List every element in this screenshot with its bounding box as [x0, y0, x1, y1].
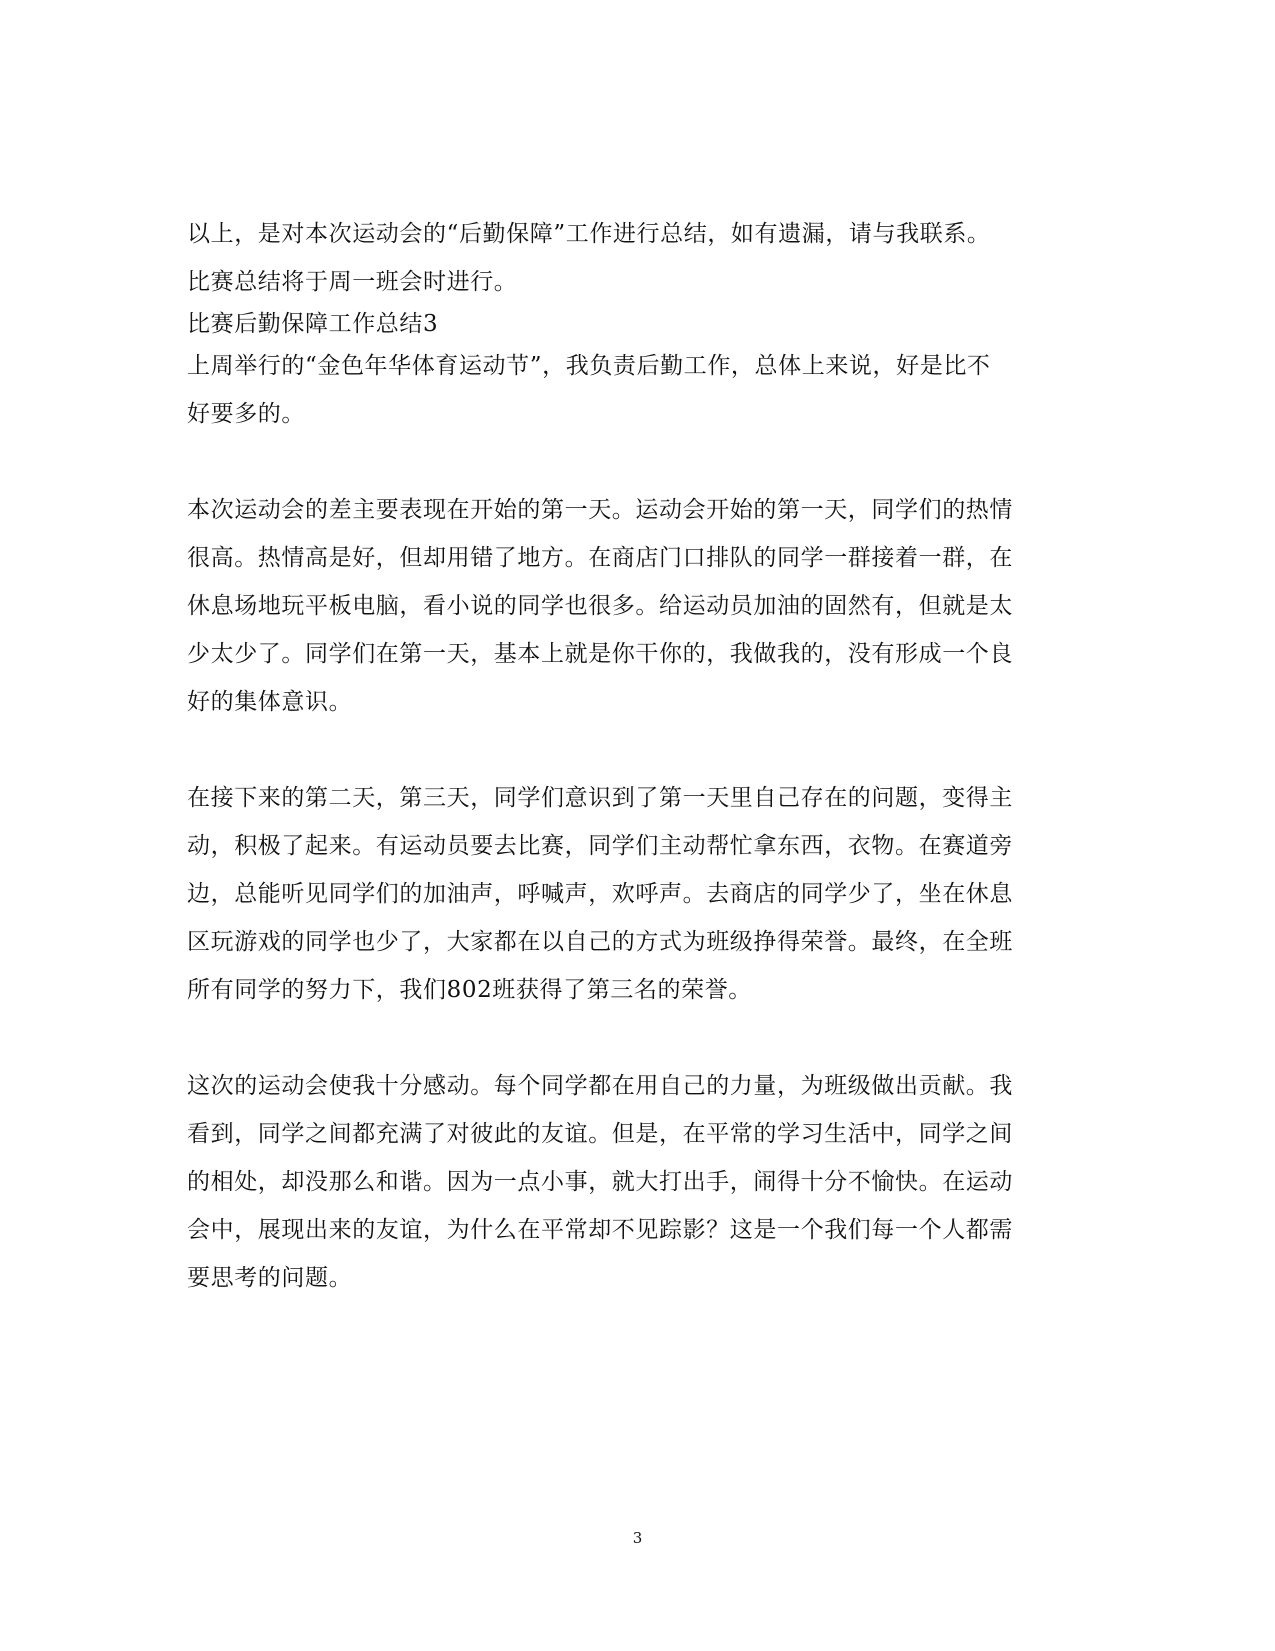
text-line: 所有同学的努力下，我们802班获得了第三名的荣誉。 [187, 977, 752, 1003]
text-line: 好的集体意识。 [187, 689, 353, 715]
text-line: 要思考的问题。 [187, 1265, 353, 1291]
text-line: 本次运动会的差主要表现在开始的第一天。运动会开始的第一天，同学们的热情 [187, 497, 1013, 523]
text-line: 在接下来的第二天，第三天，同学们意识到了第一天里自己存在的问题，变得主 [187, 785, 1013, 811]
text-line: 很高。热情高是好，但却用错了地方。在商店门口排队的同学一群接着一群，在 [187, 545, 1013, 571]
paragraph-gap [187, 1014, 1067, 1062]
text-line: 好要多的。 [187, 401, 305, 427]
text-line: 这次的运动会使我十分感动。每个同学都在用自己的力量，为班级做出贡献。我 [187, 1073, 1013, 1099]
text-line: 看到，同学之间都充满了对彼此的友谊。但是，在平常的学习生活中，同学之间 [187, 1121, 1013, 1147]
text-line: 休息场地玩平板电脑，看小说的同学也很多。给运动员加油的固然有，但就是太 [187, 593, 1013, 619]
text-line: 的相处，却没那么和谐。因为一点小事，就大打出手，闹得十分不愉快。在运动 [187, 1169, 1013, 1195]
text-line: 上周举行的“金色年华体育运动节”，我负责后勤工作，总体上来说，好是比不 [187, 353, 991, 379]
document-body [187, 210, 1067, 1302]
text-line: 区玩游戏的同学也少了，大家都在以自己的方式为班级挣得荣誉。最终，在全班 [187, 929, 1013, 955]
text-line: 少太少了。同学们在第一天，基本上就是你干你的，我做我的，没有形成一个良 [187, 641, 1013, 667]
section-heading: 比赛后勤保障工作总结3 [187, 311, 439, 337]
text-line: 边，总能听见同学们的加油声，呼喊声，欢呼声。去商店的同学少了，坐在休息 [187, 881, 1013, 907]
text-line: 比赛总结将于周一班会时进行。 [187, 269, 518, 295]
paragraph-gap [187, 438, 1067, 486]
page-number: 3 [632, 1529, 643, 1547]
text-line: 会中，展现出来的友谊，为什么在平常却不见踪影？这是一个我们每一个人都需 [187, 1217, 1013, 1243]
text-line: 以上，是对本次运动会的“后勤保障”工作进行总结，如有遗漏，请与我联系。 [187, 221, 991, 247]
paragraph-gap [187, 726, 1067, 774]
text-line: 动，积极了起来。有运动员要去比赛，同学们主动帮忙拿东西，衣物。在赛道旁 [187, 833, 1013, 859]
